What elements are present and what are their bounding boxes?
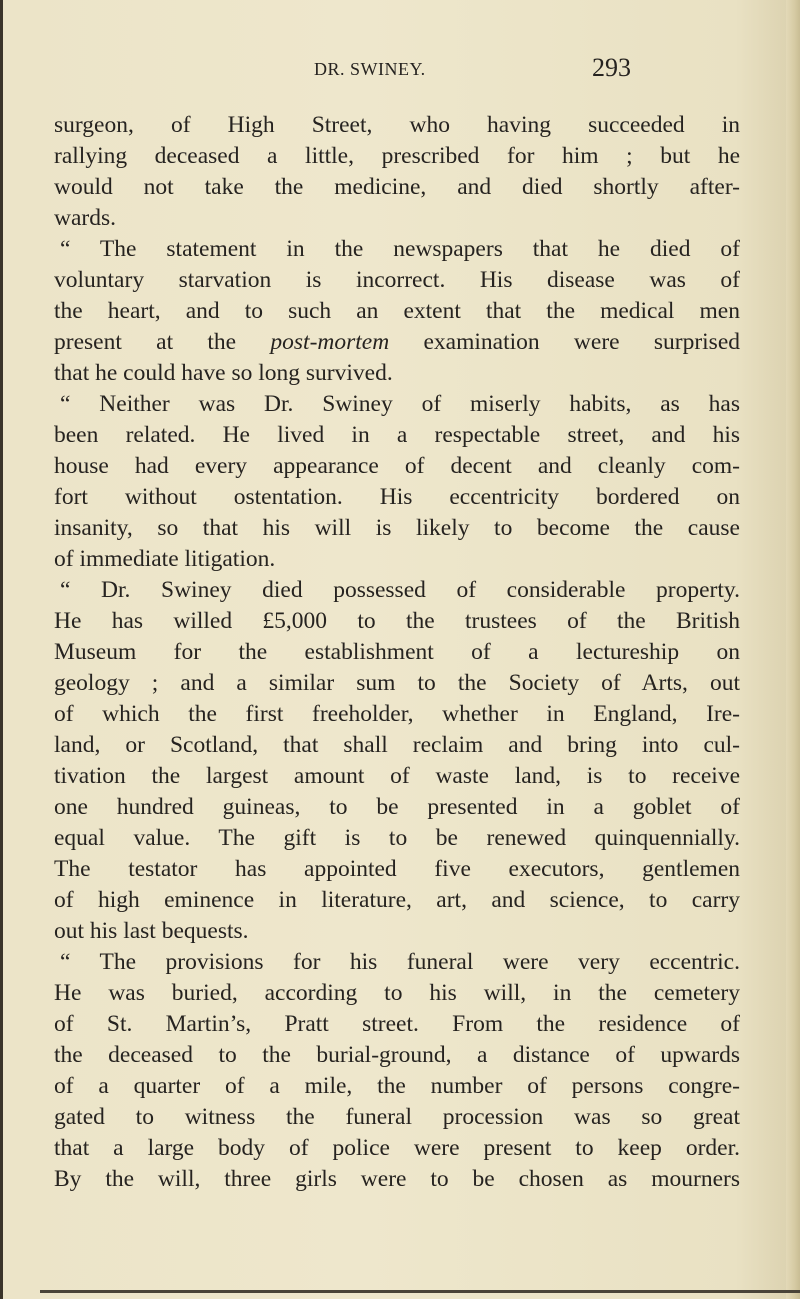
text-line: “ The statement in the newspapers that he died of (60, 236, 740, 262)
text-line: surgeon, of High Street, who having succeeded in (54, 112, 740, 138)
text-line: rallying deceased a little, prescribed for him ; but he (54, 143, 740, 169)
text-line: “ Neither was Dr. Swiney of miserly habits, as has (60, 391, 740, 417)
text-line: voluntary starvation is incorrect. His disease was of (54, 267, 740, 293)
text-line: present at the post-mortem examination were surprised (54, 329, 741, 355)
page-bottom-rule (40, 1290, 800, 1293)
text-line: Museum for the establishment of a lectureship on (54, 639, 740, 665)
text-line: The testator has appointed five executors, gentlemen (54, 856, 740, 882)
text-line: He has willed £5,000 to the trustees of the British (54, 608, 740, 634)
page-number: 293 (592, 53, 631, 82)
page-header (0, 47, 800, 87)
text-line: gated to witness the funeral procession was so great (54, 1104, 740, 1130)
text-line: of St. Martin’s, Pratt street. From the residence of (54, 1011, 740, 1037)
running-head: DR. SWINEY. (314, 59, 426, 79)
text-line: of which the first freeholder, whether in England, Ire- (54, 701, 740, 727)
text-line: the deceased to the burial-ground, a distance of upwards (54, 1042, 740, 1068)
text-line: out his last bequests. (54, 918, 249, 944)
text-line: house had every appearance of decent and cleanly com- (54, 453, 740, 479)
text-line: one hundred guineas, to be presented in a goblet of (54, 794, 740, 820)
page-right-edge (786, 0, 800, 1299)
text-line: wards. (54, 205, 116, 231)
text-line: of immediate litigation. (54, 546, 276, 572)
text-line: equal value. The gift is to be renewed quinquennially. (54, 825, 740, 851)
text-line: “ The provisions for his funeral were very eccentric. (60, 949, 740, 975)
text-line: the heart, and to such an extent that the medical men (54, 298, 740, 324)
text-line: that a large body of police were present to keep order. (54, 1135, 740, 1161)
italic-phrase: post-mortem (270, 329, 390, 355)
text-line: tivation the largest amount of waste land, is to receive (54, 763, 740, 789)
text-line: insanity, so that his will is likely to become the cause (54, 515, 740, 541)
text-line: been related. He lived in a respectable street, and his (54, 422, 740, 448)
body-text (54, 110, 740, 1195)
text-line: He was buried, according to his will, in the cemetery (54, 980, 740, 1006)
page-left-edge (0, 0, 3, 1299)
text-line: geology ; and a similar sum to the Society of Arts, out (54, 670, 740, 696)
text-line: “ Dr. Swiney died possessed of considerable property. (60, 577, 740, 603)
text-line: of a quarter of a mile, the number of persons congre- (54, 1073, 740, 1099)
text-line: By the will, three girls were to be chosen as mourners (54, 1166, 740, 1192)
text-line: of high eminence in literature, art, and science, to carry (54, 887, 740, 913)
text-line: that he could have so long survived. (54, 360, 393, 386)
text-line: land, or Scotland, that shall reclaim and bring into cul- (54, 732, 740, 758)
text-line: would not take the medicine, and died shortly after- (54, 174, 740, 200)
text-line: fort without ostentation. His eccentricity bordered on (54, 484, 740, 510)
